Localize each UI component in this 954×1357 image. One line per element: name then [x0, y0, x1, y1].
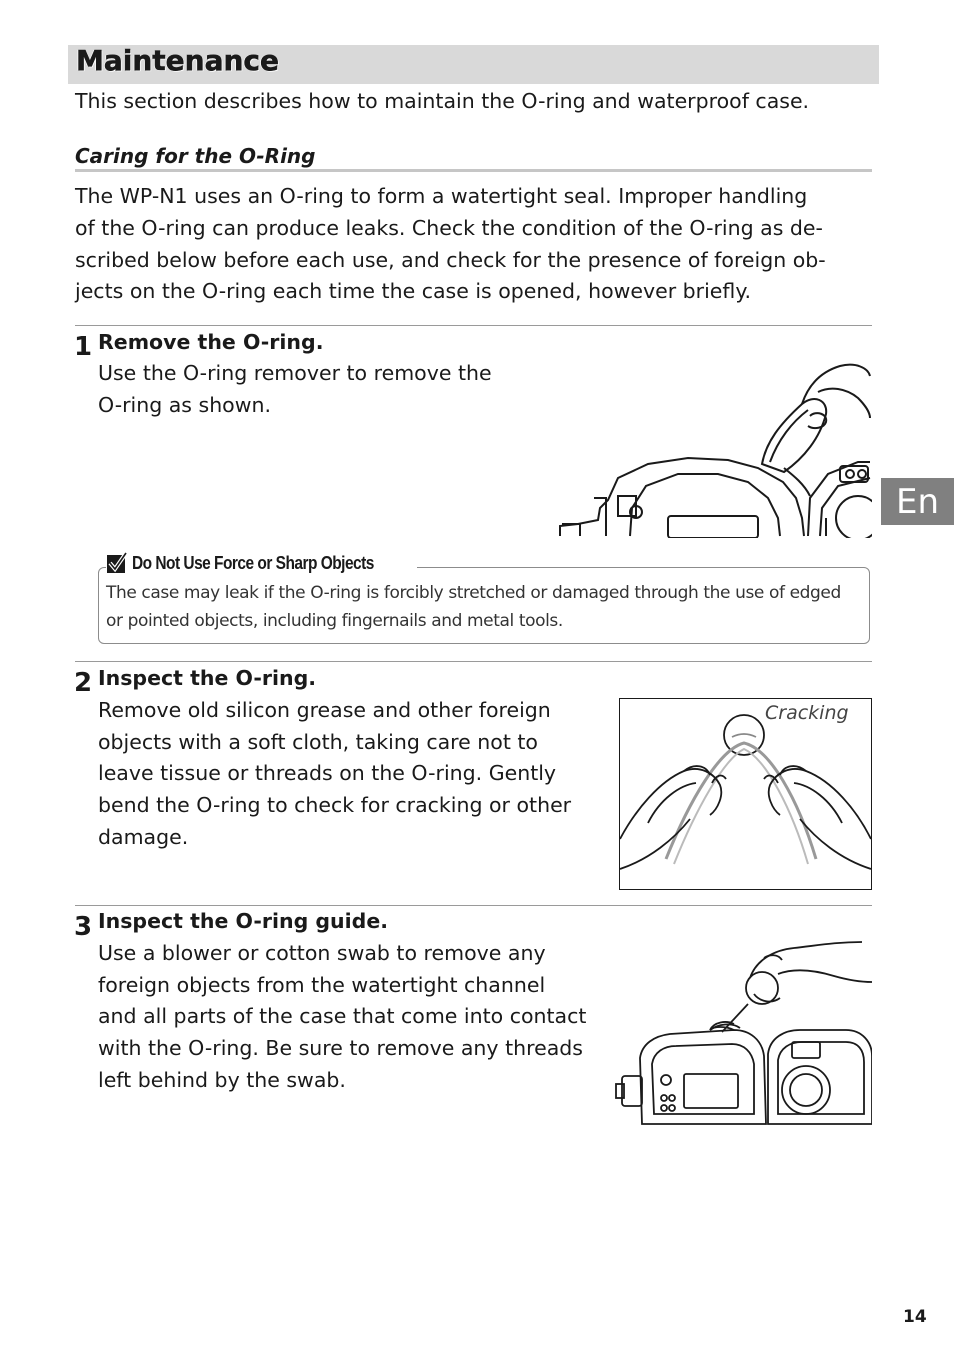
- page-number: 14: [903, 1307, 927, 1327]
- paragraph-line: scribed below before each use, and check for the presence of foreign ob-: [75, 247, 826, 272]
- step-1-line: O-ring as shown.: [98, 392, 271, 417]
- step-3-number: 3: [74, 912, 93, 942]
- open-case-cleaning-illustration: [614, 938, 872, 1128]
- figure-caption: Cracking: [765, 702, 849, 724]
- step-2-heading: Inspect the O-ring.: [98, 666, 317, 690]
- step-2-line: bend the O-ring to check for cracking or other: [98, 793, 572, 818]
- step-1-body: [98, 358, 536, 421]
- step-1-line: Use the O-ring remover to remove the: [98, 361, 492, 385]
- case-oring-remover-illustration: [558, 358, 872, 538]
- step-2-line: objects with a soft cloth, taking care not to: [98, 729, 538, 754]
- oring-inspection-figure: [619, 698, 872, 890]
- note-text: [106, 579, 841, 635]
- step-3-heading: Inspect the O-ring guide.: [98, 909, 389, 933]
- step-3-line: with the O-ring. Be sure to remove any threads: [98, 1036, 583, 1061]
- step-1-heading: Remove the O-ring.: [98, 330, 324, 354]
- step-divider: [75, 905, 872, 906]
- step-3-body: [98, 938, 603, 1097]
- paragraph-line: The WP-N1 uses an O-ring to form a watertight seal. Improper handling: [75, 184, 808, 208]
- step-3-line: foreign objects from the watertight channel: [98, 972, 546, 997]
- section-rule: [75, 169, 872, 172]
- step-2-line: damage.: [98, 824, 189, 849]
- step-3-line: Use a blower or cotton swab to remove any: [98, 941, 546, 965]
- step-divider: [75, 325, 872, 326]
- page-title: Maintenance: [76, 44, 280, 77]
- note-line: or pointed objects, including fingernails and metal tools.: [106, 611, 563, 631]
- step-2-number: 2: [74, 668, 93, 698]
- intro-text: This section describes how to maintain the O-ring and waterproof case.: [75, 89, 810, 113]
- note-line: The case may leak if the O-ring is forcibly stretched or damaged through the use of edged: [106, 583, 841, 603]
- section-heading: Caring for the O-Ring: [75, 144, 316, 168]
- step-2-line: leave tissue or threads on the O-ring. Gently: [98, 761, 557, 786]
- check-mark-icon: [106, 552, 128, 574]
- step-1-number: 1: [74, 332, 93, 362]
- section-paragraph: [75, 181, 872, 308]
- paragraph-line: of the O-ring can produce leaks. Check the condition of the O-ring as de-: [75, 215, 823, 240]
- hands-bending-oring-illustration: [620, 699, 871, 889]
- paragraph-line: jects on the O-ring each time the case is opened, however briefly.: [75, 279, 752, 304]
- language-tab: En: [881, 478, 954, 525]
- step-3-line: left behind by the swab.: [98, 1067, 346, 1092]
- step-2-line: Remove old silicon grease and other foreign: [98, 698, 551, 722]
- step-divider: [75, 661, 872, 662]
- note-header: [106, 552, 417, 574]
- step-2-body: [98, 695, 603, 854]
- note-title: Do Not Use Force or Sharp Objects: [132, 552, 374, 573]
- step-3-line: and all parts of the case that come into contact: [98, 1004, 587, 1029]
